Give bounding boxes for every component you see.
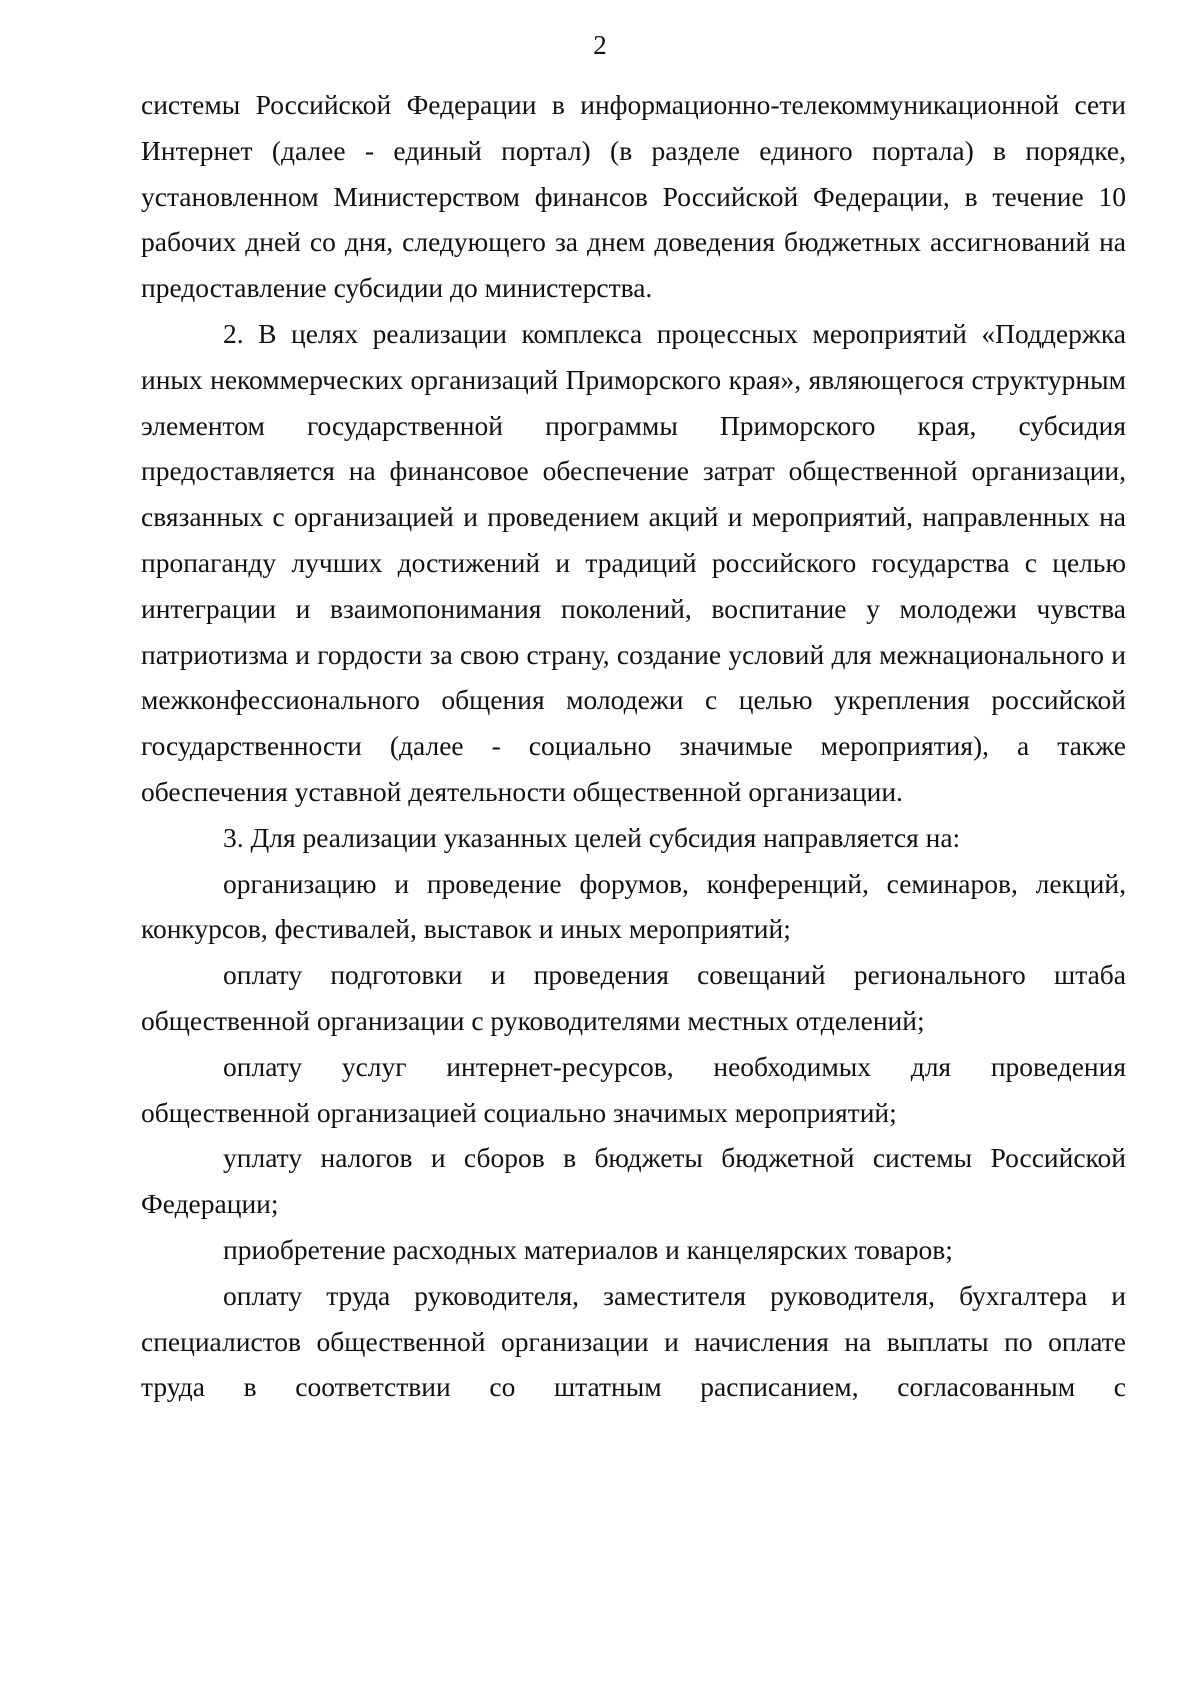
list-item-taxes: уплату налогов и сборов в бюджеты бюджетной системы Российской Федерации; — [141, 1142, 1126, 1220]
page-number: 2 — [593, 30, 607, 60]
list-item-meetings: оплату подготовки и проведения совещаний регионального штаба общественной организации с руководителями местных отделений; — [141, 959, 1126, 1036]
document-body — [141, 82, 1126, 1410]
paragraph-continuation: системы Российской Федерации в информационно-телекоммуникационной сети Интернет (далее - единый портал) (в разделе единого портала) в порядке, установленном Министерством финансов Российской Федерации, в течение 10 рабочих дней со дня, следующего за днем доведения бюджетных ассигнований на предоставление субсидии до министерства. — [141, 89, 1126, 304]
list-item-salaries: оплату труда руководителя, заместителя руководителя, бухгалтера и специалистов общественной организации и начисления на выплаты по оплате труда в соответствии со штатным расписанием, согласованным с — [141, 1279, 1126, 1403]
list-item-supplies: приобретение расходных материалов и канцелярских товаров; — [223, 1233, 953, 1265]
paragraph-2: 2. В целях реализации комплекса процессных мероприятий «Поддержка иных некоммерческих организаций Приморского края», являющегося структурным элементом государственной программы Приморского края, субсидия предоставляется на финансовое обеспечение затрат общественной организации, связанных с организацией и проведением акций и мероприятий, направленных на пропаганду лучших достижений и традиций российского государства с целью интеграции и взаимопонимания поколений, воспитание у молодежи чувства патриотизма и гордости за свою страну, создание условий для межнационального и межконфессионального общения молодежи с целью укрепления российской государственности (далее - социально значимые мероприятия), а также обеспечения уставной деятельности общественной организации. — [141, 317, 1126, 807]
list-item-internet-resources: оплату услуг интернет-ресурсов, необходимых для проведения общественной организацией социально значимых мероприятий; — [141, 1050, 1126, 1128]
list-item-events: организацию и проведение форумов, конференций, семинаров, лекций, конкурсов, фестивалей, выставок и иных мероприятий; — [141, 867, 1126, 945]
paragraph-3: 3. Для реализации указанных целей субсидия направляется на: — [223, 821, 961, 853]
